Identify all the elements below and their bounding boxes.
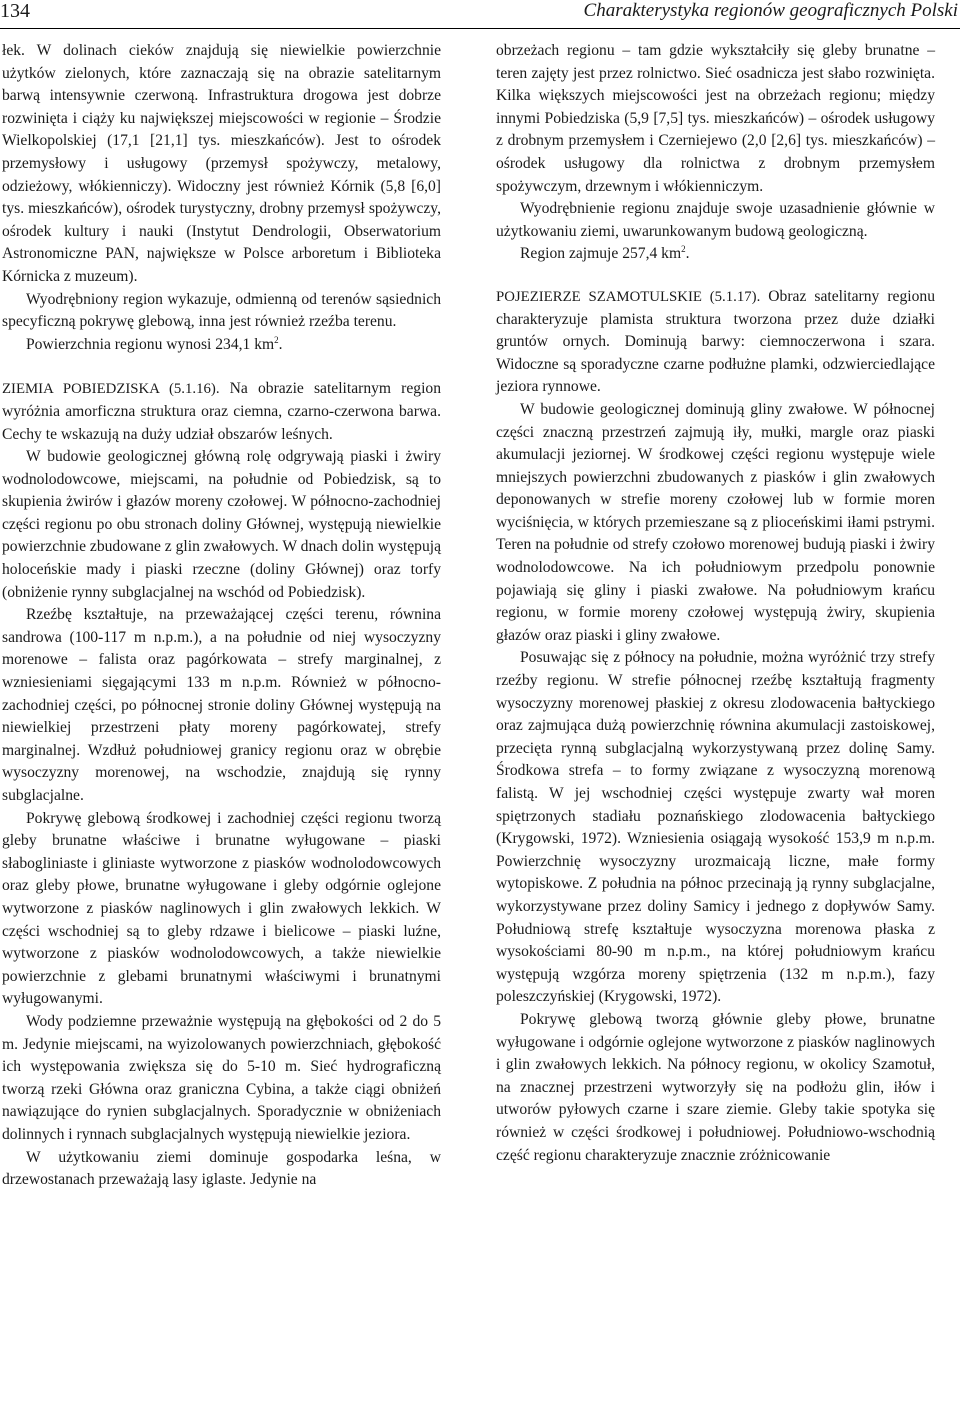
section-paragraph [2,378,441,446]
area-end: . [685,245,690,263]
section-title: ZIEMIA POBIEDZISKA (5.1.16). [2,381,220,398]
paragraph: Pokrywę glebową tworzą głównie gleby płowe, brunatne wyługowane i odgórnie oglejone wytworzone z piasków naglinowych i glin zwałowych lekkich. Na północy regionu, w okolicy Szamotuł, na znacznej przestrzeni wytworzyły się na podłożu glin, iłów i utworów pyłowych czarne i szare ziemie. Gleby takie spotyka się również w części środkowej i południowej. Południowo-wschodnią część regionu charakteryzuje znacznie zróżnicowanie [496,1010,935,1164]
area-unit-superscript: 2 [274,334,279,345]
paragraph: Pokrywę glebową środkowej i zachodniej części regionu tworzą gleby brunatne właściwe i brunatne wyługowane – piaski słabogliniaste i gliniaste wytworzone z piasków wodnolodowcowych oraz gleby płowe, brunatne wyługowane i gleby odgórnie oglejone wytworzone z piasków naglinowych i glin zwałowych lekkich. W części wschodniej są to gleby rdzawe i bielicowe – piaski luźne, wytworzone z piasków wodnolodowcowych, a także niewielkie powierzchnie z glebami brunatnymi właściwymi i brunatnymi wyługowanymi. [2,809,441,1008]
paragraph: W budowie geologicznej główną rolę odgrywają piaski i żwiry wodnolodowcowe, miejscami, na południe od Pobiedzisk, są to skupienia żwirów i głazów moreny czołowej. W północno-zachodniej części regionu po obu stronach doliny Głównej, występują niewielkie powierzchnie zbudowane z glin zwałowych. W dnach dolin występują holoceńskie mady i piaski rzeczne (doliny Głównej) oraz torfy (obniżenie rynny subglacjalnej na wschód od Pobiedzisk). [2,448,441,601]
section-paragraph [496,286,935,399]
header-rule [0,28,960,29]
page-number: 134 [0,0,30,22]
paragraph: obrzeżach regionu – tam gdzie wykształciły się gleby brunatne – teren zajęty jest przez rolnictwo. Sieć osadnicza jest słabo rozwinięta. Kilka większych miejscowości jest na obrzeżach regionu; między innymi Pobiedziska (5,9 [7,5] tys. mieszkańców) – ośrodek usługowy z drobnym przemysłem i Czerniejewo (2,0 [2,6] tys. mieszkańców) – ośrodek usługowy dla rolnictwa z drobnym przemysłem spożywczym, drzewnym i włókienniczym. [496,42,935,195]
paragraph: Wody podziemne przeważnie występują na głębokości od 2 do 5 m. Jedynie miejscami, na wyizolowanych powierzchniach, głębokość ich występowania zwiększa się do 5-10 m. Sieć hydrograficzną tworzą rzeki Główna oraz graniczna Cybina, a także ciągi obniżeń nawiązujące do rynien subglacjalnych. Sporadycznie w obniżeniach dolinnych i rynnach subglacjalnych występują niewielkie jeziora. [2,1012,441,1143]
paragraph: W budowie geologicznej dominują gliny zwałowe. W północnej części znaczną przestrzeń zajmują iły, mułki, margle oraz piaski akumulacji jeziornej. W środkowej części regionu występuje wiele mniejszych powierzchni zbudowanych z piasków i glin zwałowych deponowanych w strefie moreny czołowej lub w formie moren wyciśnięcia, w których przemieszane są z plioceńskimi iłami pstrymi. Teren na południe od strefy czołowo morenowej budują piaski i żwiry wodnolodowcowe. Na ich południowym przedpolu ponownie pojawiają się gliny i piaski zwałowe. Na południowym krańcu regionu, w formie moreny czołowej występują żwiry, skupienia głazów oraz piaski i gliny zwałowe. [496,400,935,644]
running-title: Charakterystyka regionów geograficznych Polski [583,0,958,21]
section-title: POJEZIERZE SZAMOTULSKIE (5.1.17). [496,288,761,305]
area-unit-superscript: 2 [681,244,686,255]
section-body: Obraz satelitarny regionu charakteryzuje plamista struktura tworzona przez duże działki gruntów ornych. Dominują barwy: ciemnoczerwona i szara. Widoczne są sporadyczne czarne podłużne plamki, odzwierciedlające jeziora rynnowe. [496,287,935,396]
area-end: . [278,335,283,353]
paragraph: Wyodrębnienie regionu znajduje swoje uzasadnienie głównie w użytkowaniu ziemi, uwarunkowanym budową geologiczną. [496,200,935,240]
area-paragraph [2,334,441,357]
section-body: Na obrazie satelitarnym region wyróżnia amorficzna struktura oraz ciemna, czarno-czerwona barwa. Cechy te wskazują na duży udział obszarów leśnych. [2,380,442,443]
area-text: Region zajmuje 257,4 km [520,245,682,263]
area-paragraph [496,243,935,266]
paragraph: Posuwając się z północy na południe, można wyróżnić trzy strefy rzeźby regionu. W strefie północnej rzeźbę kształtują fragmenty wysoczyzny morenowej płaskiej z okresu zlodowacenia bałtyckiego oraz zajmująca dużą powierzchnię równina akumulacji zastoiskowej, przecięta rynną subglacjalną wykorzystywaną przez dolinę Samy. Środkowa strefa – to formy związane z wysoczyzną morenową falistą. W jej wschodniej części występuje zwarty wał moren spiętrzonych stadiału poznańskiego zlodowacenia bałtyckiego (Krygowski, 1972). Wzniesienia osiągają wysokość 153,9 m n.p.m. Powierzchnię wysoczyzny urozmaicają liczne, małe formy wytopiskowe. Z południa na północ przecinają ją rynny subglacjalne, wykorzystywane przez doliny Samicy i jednego z dopływów Samy. Południową strefę kształtuje wysoczyzna morenowa płaska z wysokościami 80-90 m n.p.m., na której południowym krańcu występują wzgórza moreny spiętrzenia (132 m n.p.m.), fazy poleszczyńskiej (Krygowski, 1972). [496,649,935,1006]
left-column [2,40,441,1192]
paragraph: Rzeźbę kształtuje, na przeważającej części terenu, równina sandrowa (100-117 m n.p.m.), a na południe od niej wysoczyzny morenowe – falista oraz pagórkowata – strefy marginalnej, z wzniesieniami sięgającymi 133 m n.p.m. Również w północno-zachodniej części, po północnej stronie doliny Głównej występują na niewielkiej przestrzeni płaty moreny pagórkowatej, strefy marginalnej. Wzdłuż południowej granicy regionu oraz w obrębie wysoczyzny morenowej, na wschodzie, znajdują się rynny subglacjalne. [2,606,441,804]
paragraph: Wyodrębniony region wykazuje, odmienną od terenów sąsiednich specyficzną pokrywę glebową, inna jest również rzeźba terenu. [2,290,441,331]
paragraph: łek. W dolinach cieków znajdują się niewielkie powierzchnie użytków zielonych, które zaznaczają się na obrazie satelitarnym barwą intensywnie czerwoną. Infrastruktura drogowa jest dobrze rozwinięta i ciąży ku największej miejscowości w regionie – Środzie Wielkopolskiej (17,1 [21,1] tys. mieszkańców). Jest to ośrodek przemysłowy i usługowy (przemysł spożywczy, metalowy, odzieżowy, włókienniczy). Widoczny jest również Kórnik (5,8 [6,0] tys. mieszkańców), ośrodek turystyczny, drobny przemysł spożywczy, ośrodek kultury i nauki (Instytut Dendrologii, Obserwatorium Astronomiczne PAN, największe w Polsce arboretum i Biblioteka Kórnicka z muzeum). [2,42,441,285]
right-column [496,40,935,1167]
paragraph: W użytkowaniu ziemi dominuje gospodarka leśna, w drzewostanach przeważają lasy iglaste. Jedynie na [2,1148,441,1189]
area-text: Powierzchnia regionu wynosi 234,1 km [26,335,275,353]
